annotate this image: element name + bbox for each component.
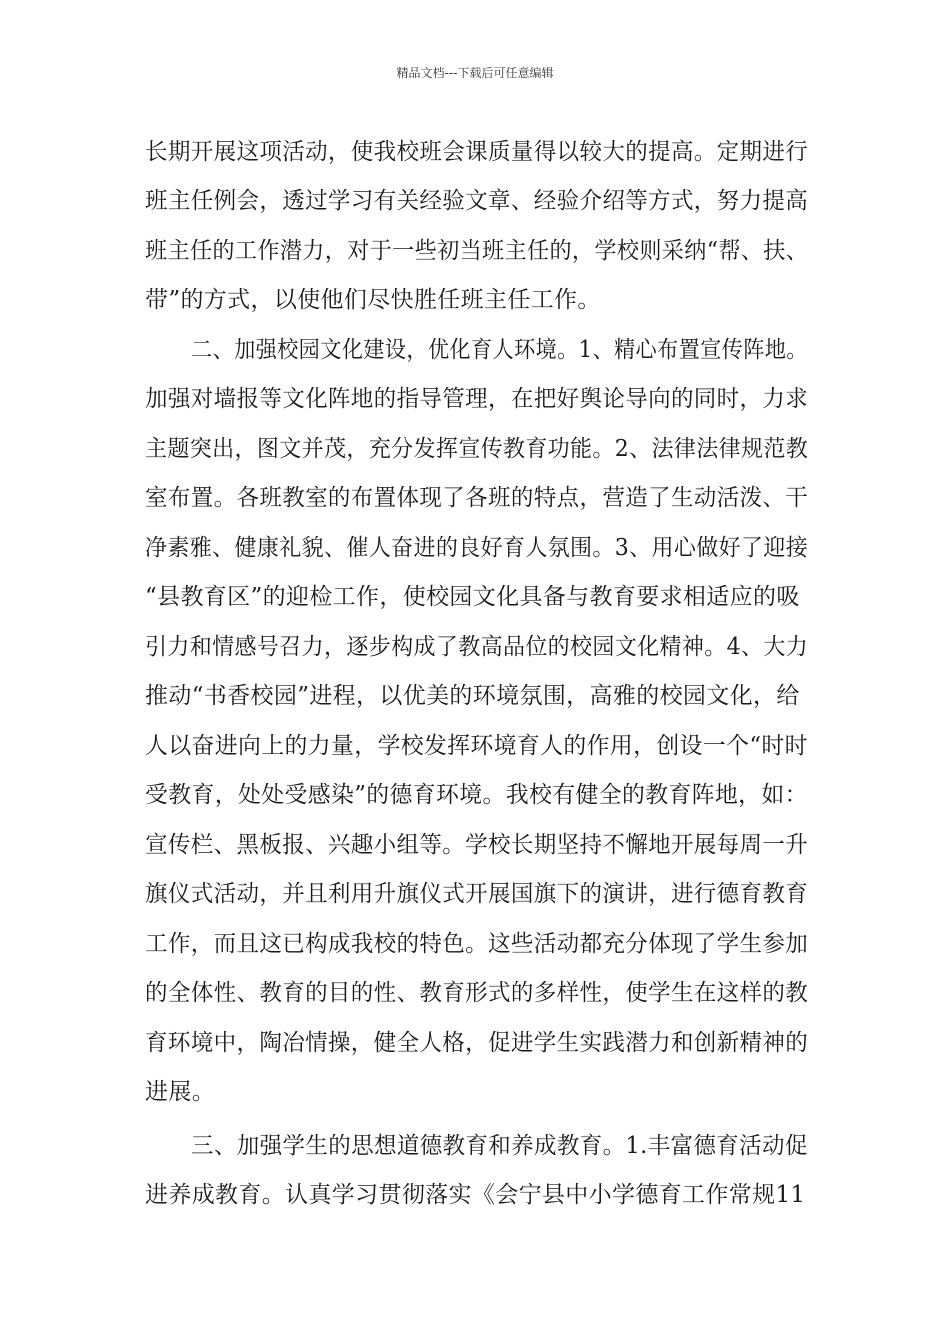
- text-line: 班主任的工作潜力，对于一些初当班主任的，学校则采纳“帮、扶、: [145, 238, 809, 264]
- page-header: 精品文档---下载后可任意编辑: [396, 66, 554, 80]
- paragraph-start-line: 二、加强校园文化建设，优化育人环境。1、精心布置宣传阵地。: [191, 337, 808, 363]
- text-line: 引力和情感号召力，逐步构成了教高品位的校园文化精神。4、大力: [145, 634, 809, 660]
- text-line: 带”的方式，以使他们尽快胜任班主任工作。: [145, 287, 601, 313]
- text-line: 宣传栏、黑板报、兴趣小组等。学校长期坚持不懈地开展每周一升: [145, 832, 809, 858]
- text-line: “县教育区”的迎检工作，使校园文化具备与教育要求相适应的吸: [145, 584, 800, 610]
- paragraph-start-line: 三、加强学生的思想道德教育和养成教育。1.丰富德育活动促: [191, 1133, 808, 1159]
- text-line: 推动“书香校园”进程，以优美的环境氛围，高雅的校园文化，给: [145, 683, 800, 709]
- text-line: 班主任例会，透过学习有关经验文章、经验介绍等方式，努力提高: [145, 188, 809, 214]
- text-line: 室布置。各班教室的布置体现了各班的特点，营造了生动活泼、干: [145, 485, 809, 511]
- text-line: 主题突出，图文并茂，充分发挥宣传教育功能。2、法律法律规范教: [145, 436, 809, 462]
- text-line: 受教育，处处受感染”的德育环境。我校有健全的教育阵地，如：: [145, 782, 808, 808]
- text-line: 育环境中，陶冶情操，健全人格，促进学生实践潜力和创新精神的: [145, 1030, 809, 1056]
- text-line: 的全体性、教育的目的性、教育形式的多样性，使学生在这样的教: [145, 980, 809, 1006]
- text-line: 进养成教育。认真学习贯彻落实《会宁县中小学德育工作常规11: [145, 1182, 806, 1208]
- text-line: 净素雅、健康礼貌、催人奋进的良好育人氛围。3、用心做好了迎接: [145, 535, 809, 561]
- text-line: 长期开展这项活动，使我校班会课质量得以较大的提高。定期进行: [145, 139, 809, 165]
- text-line: 工作，而且这已构成我校的特色。这些活动都充分体现了学生参加: [145, 931, 809, 957]
- text-line: 旗仪式活动，并且利用升旗仪式开展国旗下的演讲，进行德育教育: [145, 881, 809, 907]
- text-line: 进展。: [145, 1079, 216, 1105]
- text-line: 加强对墙报等文化阵地的指导管理，在把好舆论导向的同时，力求: [145, 386, 809, 412]
- text-line: 人以奋进向上的力量，学校发挥环境育人的作用，创设一个“时时: [145, 733, 808, 759]
